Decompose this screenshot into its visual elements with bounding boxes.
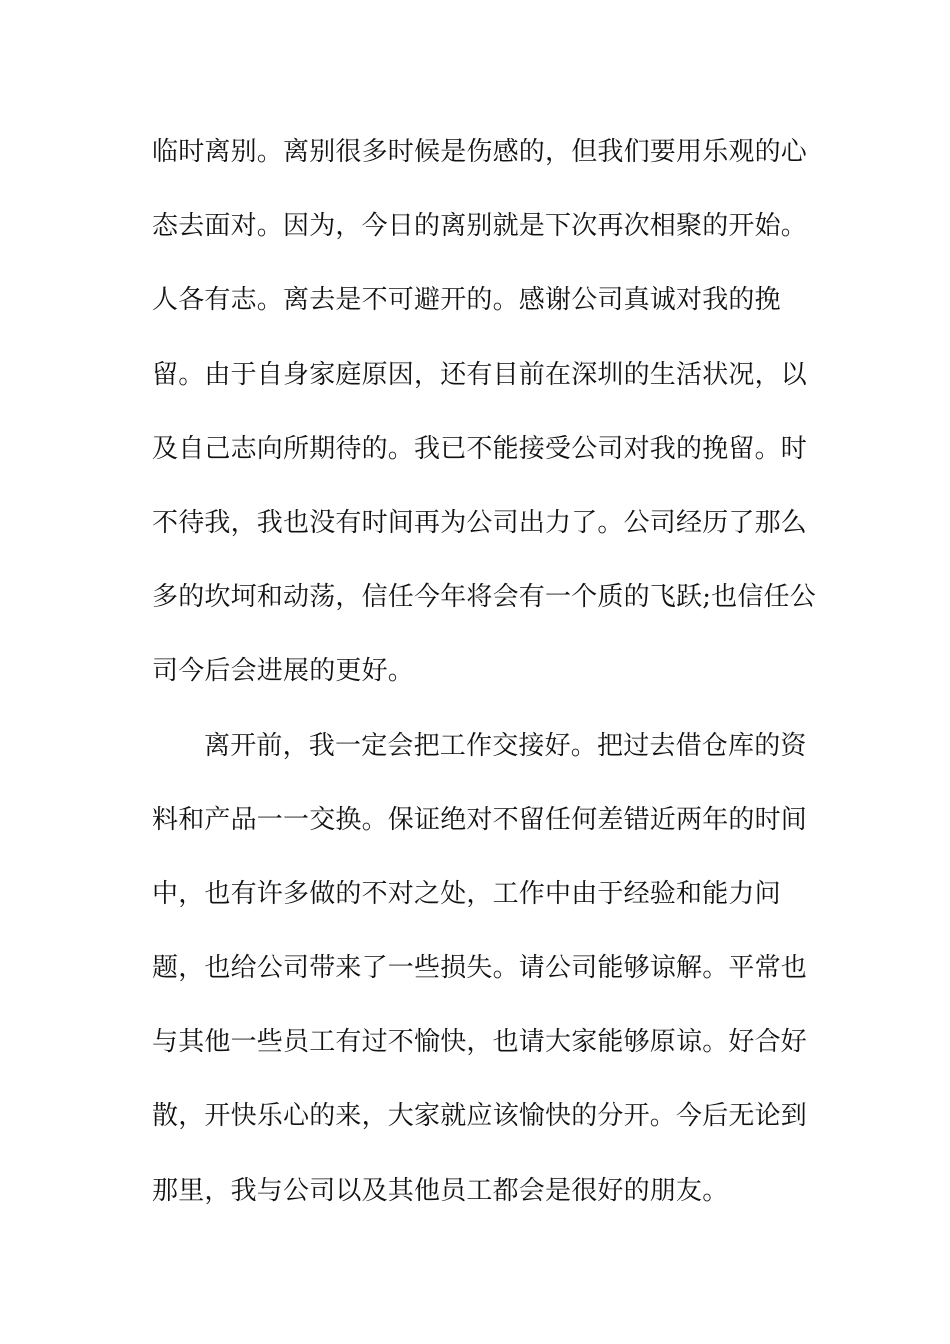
text-line: 多的坎坷和动荡，信任今年将会有一个质的飞跃;也信任公 [152, 582, 816, 613]
text-line: 不待我，我也没有时间再为公司出力了。公司经历了那么 [152, 507, 808, 538]
text-line: 料和产品一一交换。保证绝对不留任何差错近两年的时间 [152, 804, 808, 835]
text-line: 态去面对。因为，今日的离别就是下次再次相聚的开始。 [152, 211, 808, 242]
text-line: 及自己志向所期待的。我已不能接受公司对我的挽留。时 [152, 433, 808, 464]
text-line: 中，也有许多做的不对之处，工作中由于经验和能力问 [152, 878, 781, 909]
text-line: 留。由于自身家庭原因，还有目前在深圳的生活状况，以 [152, 359, 808, 390]
text-line: 那里，我与公司以及其他员工都会是很好的朋友。 [152, 1175, 729, 1206]
body-text [152, 124, 816, 1237]
text-line: 司今后会进展的更好。 [152, 656, 415, 687]
text-line: 人各有志。离去是不可避开的。感谢公司真诚对我的挽 [152, 285, 781, 316]
text-line: 与其他一些员工有过不愉快，也请大家能够原谅。好合好 [152, 1027, 808, 1058]
text-line: 题，也给公司带来了一些损失。请公司能够谅解。平常也 [152, 953, 808, 984]
text-line: 临时离别。离别很多时候是伤感的，但我们要用乐观的心 [152, 137, 808, 167]
paragraph-start-line: 离开前，我一定会把工作交接好。把过去借仓库的资 [204, 730, 807, 761]
text-line: 散，开快乐心的来，大家就应该愉快的分开。今后无论到 [152, 1101, 808, 1132]
